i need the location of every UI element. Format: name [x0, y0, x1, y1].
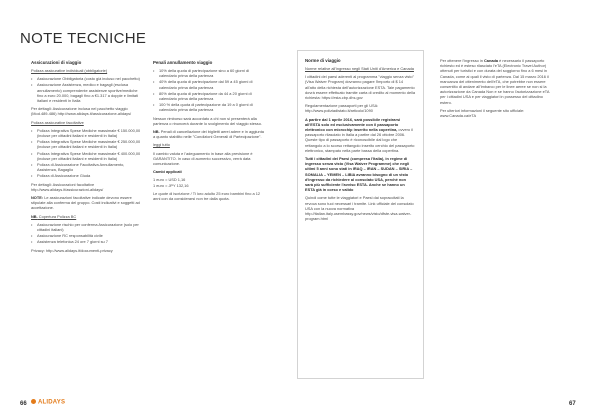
list-item: • Assicurazione RC responsabilità civile [31, 233, 143, 238]
visa-waiver-text [305, 156, 415, 192]
page-number-right: 67 [569, 401, 576, 407]
electronic-passport-rest: ovvero il passaporto rilasciato in Italia a partire dal 26 ottobre 2006. Queste tipo di passaporto è riconoscibile dal logo che rettangolo a lo scorso rettangolo inserito cerchio del passaporto elettronico, stampato nella parte bassa della copertina. [305, 127, 415, 153]
no-refund-text: Nessun rimborso sarà accordato a chi non si presenterà alla partenza o rinuncerà durante lo svolgimento del viaggio stesso. [153, 115, 263, 126]
nb-label: NB. [153, 129, 160, 135]
coverage-subheading [31, 214, 143, 219]
exchange-rate-jpy: 1 euro = JPY 132,16 [153, 182, 189, 188]
visa-waiver-bold: Tutti i cittadini dei Paesi (compresa l'Italia), in regime di ingresso senza visto (Visa Waiver Programme) che negli ultimi 5 anni sono stati in IRAQ – IRAN – SUDAN – SIRIA – SOMALIA – YEMEN – LIBIA avranno bisogno di un visto d'ingresso da richiedere al consolato USA, perché non sarà più sufficiente l'avviso ESTA. Anche se hanno un ESTA già in corso e valido [305, 156, 413, 193]
read-more-link[interactable]: leggi tutto [153, 142, 170, 148]
mandatory-insurance-list [31, 76, 143, 103]
flight-penalty-text: Penali di cancellazione dei biglietti aerei adere e in aggiunta a quanto stabilito nelle "Condizioni Generali di Partecipazione". [153, 129, 264, 140]
canada-rest: è necessario il passaporto richiesto ed è esteso rilasciato l'eTA (Electronic Travel Author) ottenuti per turistici e con durata del soggiorno fino a 6 mesi in Canada, come ai quali il visto di partenza. Dal 15 marzo 2016 il mancanza del ottenimento dell'eTA, che potrebbe non essere consentito di andare all'imbarco per le linee aeree se non si la autorizzazione da Canada Non e se hanno l'autorizzazione eTA per i cittadini USA e per viaggiatori in possesso del cittadino estero. [440, 58, 550, 105]
page-number-left: 66 [20, 401, 27, 407]
coverage-title: Copertura Polizza BC [37, 213, 77, 219]
optional-insurance-subheading: Polizza assicurative facoltative [31, 119, 84, 125]
canada-info-link[interactable]: Per ulteriori informazioni il seguente sito ufficiale: www.Canada.ca/eTA [440, 107, 525, 119]
list-item: • Assicurazione Assistenza, medico e bagagli (esclusa annullamento) comprendente assistenze sportive/mediche fino a euro 20.000, bagagli fino a €1.317 a doppie e limitati italiani e residenti in Italia [31, 82, 143, 103]
canada-label: Canada [484, 58, 499, 63]
list-item: • Polizza di Assicurazione Giuda [31, 173, 143, 178]
optional-insurance-details: Per dettagli: Assicurazioni facoltative http://www.alidays.it/assicurazioni-alidays/ [31, 181, 104, 192]
list-item: • Polizza di Assicurazione Facoltativa Annullamento, Assistenza, Bagaglio [31, 162, 143, 172]
insurance-note [31, 195, 143, 211]
coverage-list [31, 222, 143, 245]
electronic-passport-bold: A partire dal 1 aprile 2016, sarà possibile registrarsi all'ESTA solo ed esclusivamente con il passaporto elettronico con microchip inserito nella copertina, [305, 116, 401, 133]
electronic-passport-text [305, 117, 415, 153]
canada-pre: Per ottenere l'ingresso in [440, 58, 484, 63]
list-item: • Assicurazione Obbligatoria (costo già incluso nel pacchetto) [31, 76, 143, 81]
cancellation-column [153, 60, 267, 204]
logo-mark-icon [31, 399, 36, 404]
travel-rules-column [305, 58, 415, 224]
privacy-link[interactable]: Privacy: http://www.alidays.it/documenti-privacy [31, 247, 113, 253]
note-label: NOTE: [31, 195, 44, 201]
insurance-column [31, 60, 143, 256]
alidays-logo [31, 399, 65, 406]
nb-label: NB. [31, 213, 38, 219]
insurance-heading: Assicurazioni di viaggio [31, 60, 82, 65]
list-item: • Assistenza telefonica 24 ore 7 giorni su 7 [31, 239, 143, 244]
registration-fee-text: Le quote di iscrizione / Ti loro adulto 25 euro bambini fino a 12 anni con da considerarsi non tre dalla quota. [153, 190, 261, 202]
list-item: • 10% della quota di partecipazione sino a 60 giorni di calendario prima della partenza [153, 68, 267, 78]
insurance-details-text: Per dettagli: Assicurazione inclusa nel pacchetto viaggio (Mod.489-486) http://www.alidays.it/assicurazione-alidays/ [31, 106, 132, 117]
list-item: • 80% della quota di partecipazione da 44 a 20 giorni di calendario prima della partenza [153, 91, 267, 101]
list-item: • Polizza Integrativa Spese Mediche massimale € 150.000,00 (incluse per cittadini italiani e residenti in Italia) [31, 128, 143, 138]
usa-canada-rules-link[interactable]: Norme relative all'ingresso negli Stati Uniti d'America e Canada [305, 66, 414, 71]
cancellation-heading: Penali annullamento viaggio [153, 60, 213, 65]
canada-column [440, 58, 552, 121]
page-title: NOTE TECNICHE [20, 30, 147, 47]
note-text: Le assicurazioni facoltative indicate devono essere stipulate alla conferma del gruppo. Costi indicativi e soggetti ad accettazione. [31, 195, 140, 211]
esta-text: I cittadini dei paesi aderenti al programma "viaggio senza visto" (Visa Waiver Program) dovranno pagare l'importo di $ 14 all'atto della richiesta dell'autorizzazione ESTA. Tale pagamento dovrà essere effettuato tramite carta di credito al momento della richiesta: https://esta.cbp.dhs.gov [305, 74, 416, 101]
currency-text: Il cambio valuta e l'adeguamento in base alla previsione è GARANTITO. In caso di aumento successivo, verrà data comunicazione. [153, 150, 253, 167]
list-item: • 100 % della quota di partecipazione da 19 a 0 giorni di calendario prima della partenza [153, 102, 267, 112]
canada-eta-text [440, 58, 552, 105]
optional-insurance-list [31, 128, 143, 179]
consulate-link-text: Quindi come tutte le viaggiatori e Paesi dai sopraccitati la revoca sono tuoi necessari i tramite. Link ufficiale del consolato USA con la nuova normativa http://italian.italy.usembassy.gov/news/visto/dfste-visa-waiver-program.html [305, 195, 414, 222]
list-item: • Assicurazione rischio per conferma Assicurazione (solo per cittadini italiani) [31, 222, 143, 232]
exchange-rates-heading: Cambi applicati [153, 169, 182, 175]
list-item: • Polizza Integrativa Spese Mediche massimale € 250.000,00 (incluse per cittadini italiani e residenti in Italia) [31, 139, 143, 149]
exchange-rate-usd: 1 euro = USD 1,16 [153, 177, 186, 183]
list-item: • 40% della quota di partecipazione dal 59 a 45 giorni di calendario prima della partenza [153, 79, 267, 89]
flight-penalty-note [153, 129, 267, 139]
penalties-list [153, 68, 267, 113]
travel-rules-heading: Norme di viaggio [305, 58, 341, 63]
list-item: • Polizza Integrativa Spese Mediche massimale € 400.000,00 (incluse per cittadini italiani e residenti in Italia) [31, 151, 143, 161]
mandatory-insurance-subheading: Polizza assicurative individuali (obbligatorie) [31, 68, 108, 73]
passport-rules-text: Regolamentazione passaporti per gli USA: http://www.poliziadistato.it/articolo/1090 [305, 103, 379, 114]
logo-text: ALIDAYS [38, 399, 66, 406]
